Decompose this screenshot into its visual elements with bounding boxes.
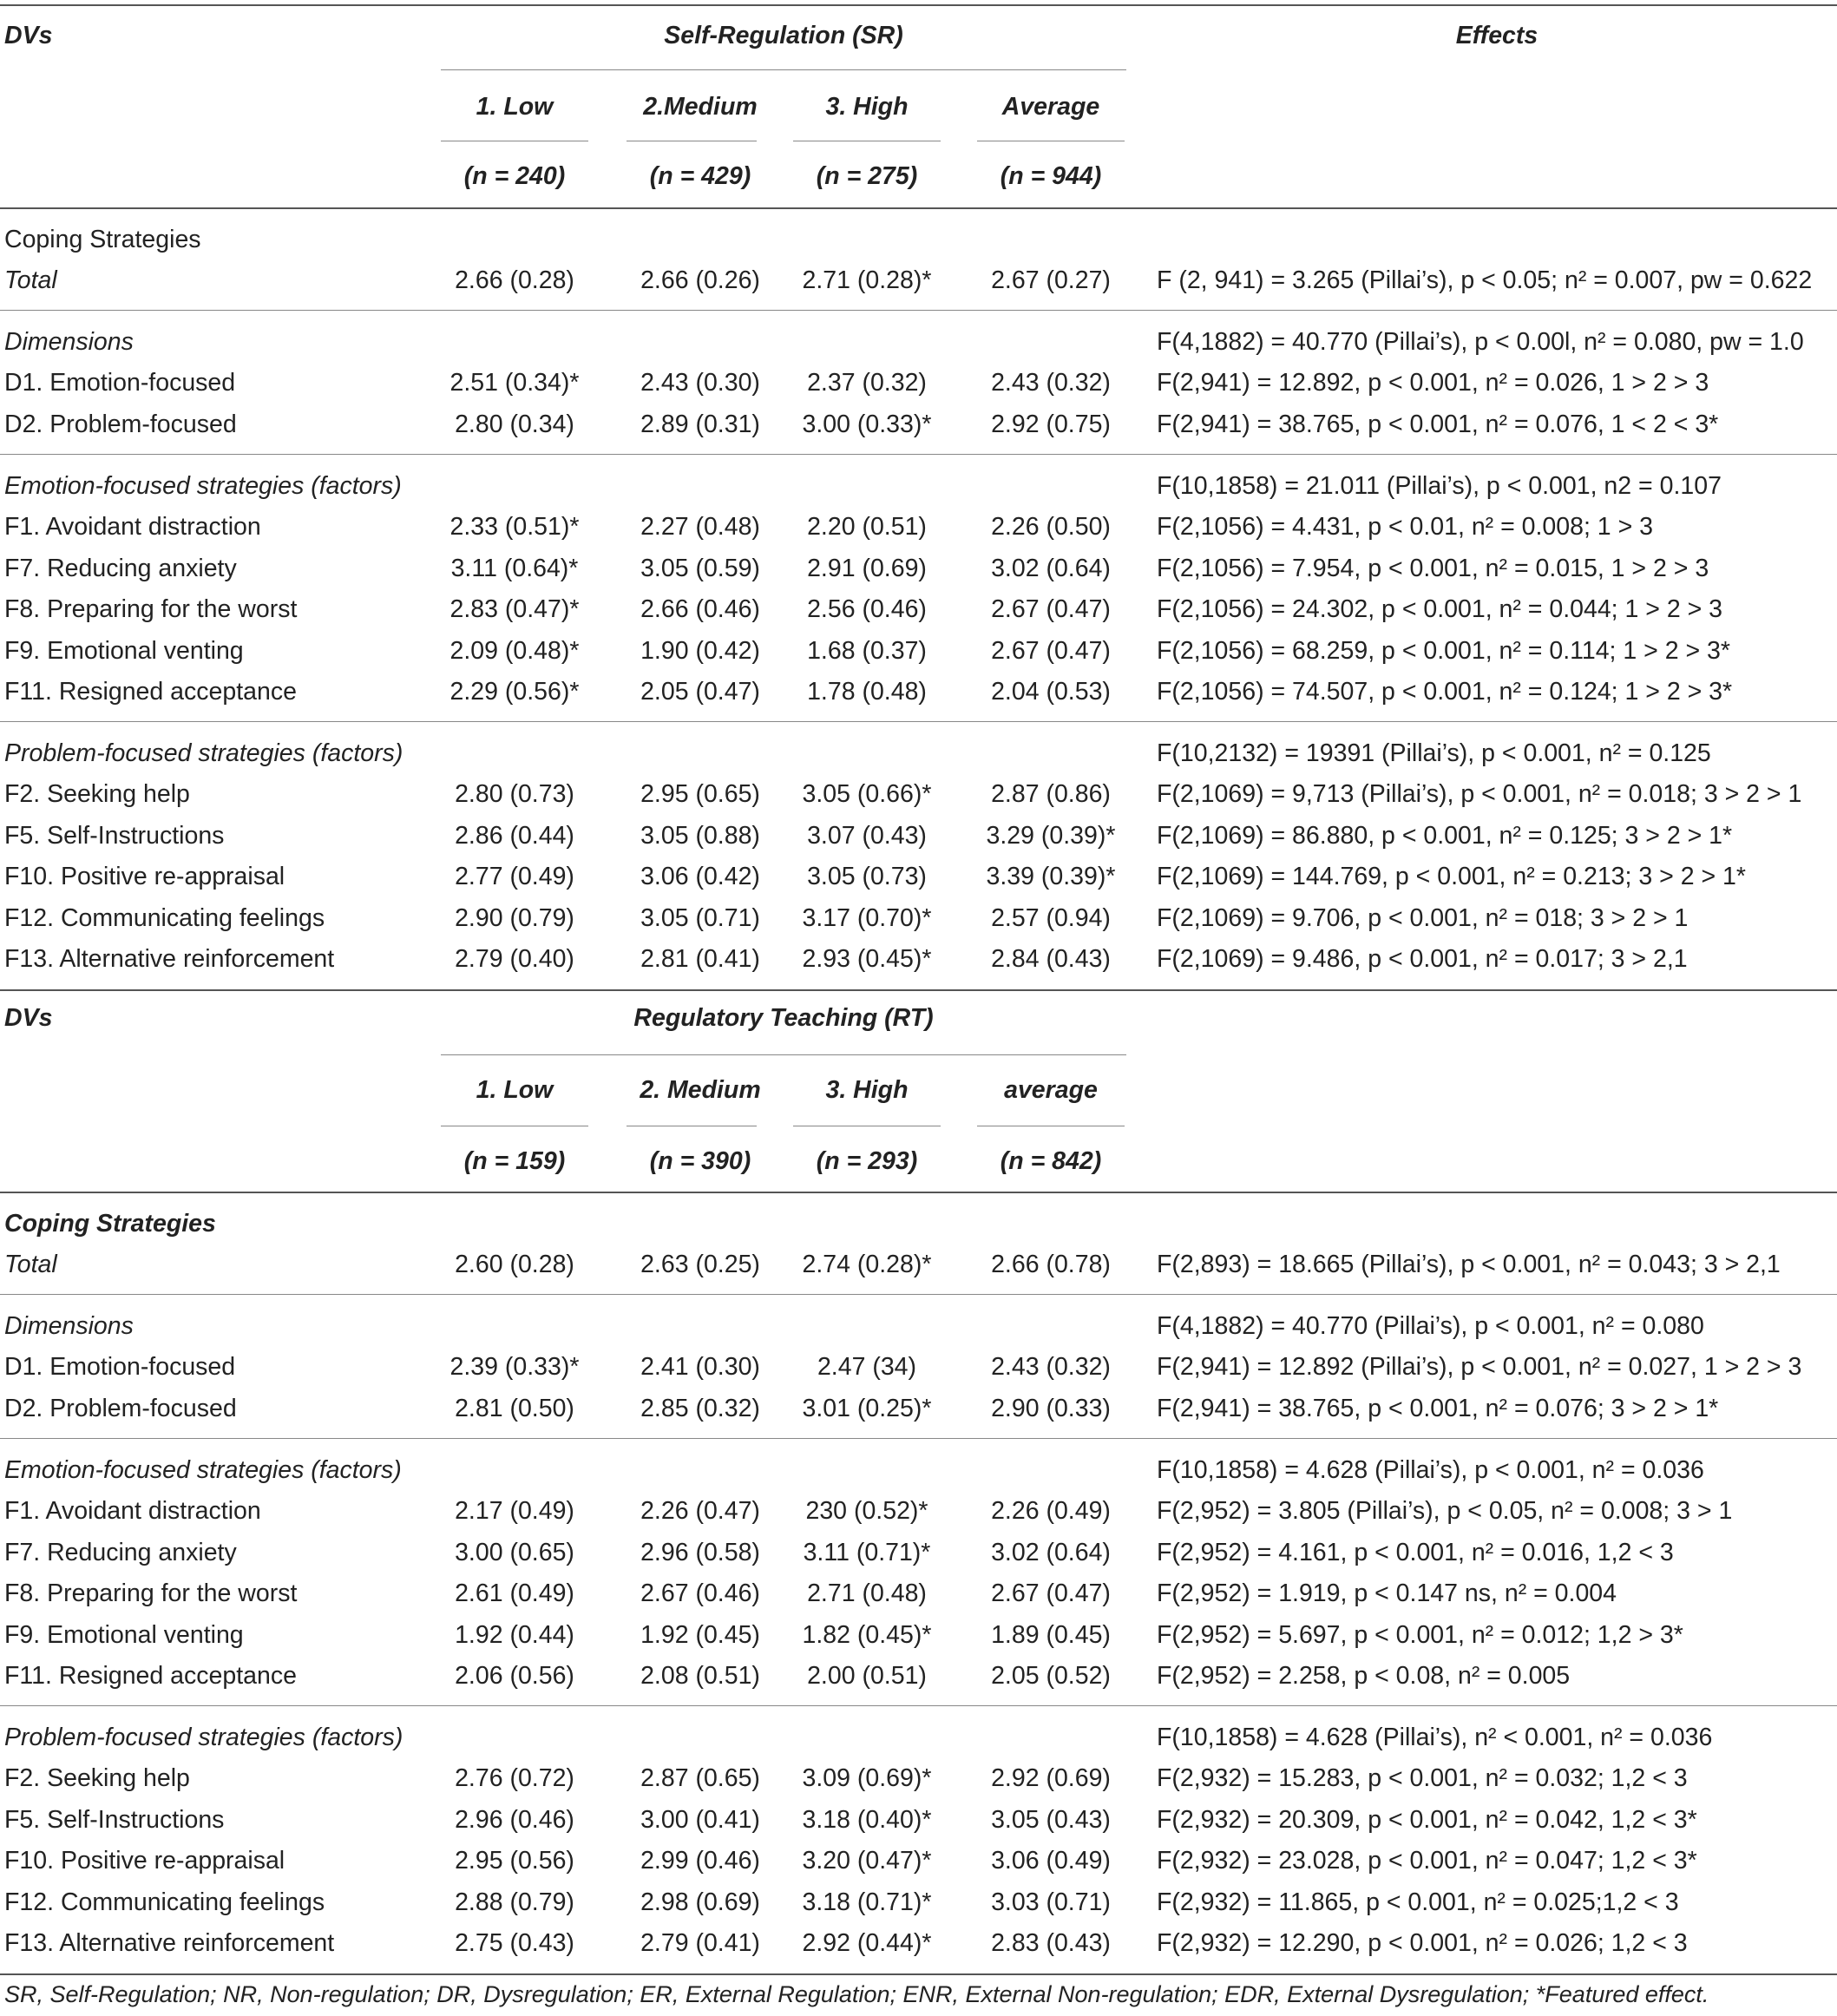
cell-value: 2.60 (0.28)	[455, 1251, 574, 1278]
col-average-header: average	[1004, 1076, 1098, 1104]
cell-value: 3.17 (0.70)*	[802, 904, 932, 932]
effect-cell: F(10,2132) = 19391 (Pillai’s), p < 0.001, n² = 0.125	[1157, 739, 1711, 767]
row-label: Coping Strategies	[4, 1210, 216, 1238]
cell-value: 2.29 (0.56)*	[449, 678, 580, 706]
cell-value: 2.67 (0.47)	[991, 637, 1111, 665]
effect-cell: F(2,932) = 15.283, p < 0.001, n² = 0.032; 1,2 < 3	[1157, 1764, 1688, 1792]
table-row	[0, 1923, 1837, 1964]
row-label: F8. Preparing for the worst	[4, 1579, 298, 1607]
cell-value: 2.86 (0.44)	[455, 822, 574, 850]
effect-cell: F(2,941) = 12.892, p < 0.001, n² = 0.026, 1 > 2 > 3	[1157, 369, 1709, 397]
table-row	[0, 631, 1837, 672]
cell-value: 2.85 (0.32)	[640, 1395, 760, 1422]
cell-value: 2.87 (0.65)	[640, 1764, 760, 1792]
row-label: F12. Communicating feelings	[4, 1888, 325, 1916]
col-medium-header: 2.Medium	[643, 93, 758, 121]
table-row	[0, 939, 1837, 980]
cell-value: 2.80 (0.34)	[455, 410, 574, 438]
cell-value: 2.67 (0.47)	[991, 1579, 1111, 1607]
table-row	[0, 898, 1837, 939]
cell-value: 3.29 (0.39)*	[986, 822, 1116, 850]
cell-value: 3.11 (0.64)*	[450, 555, 579, 582]
cell-value: 2.90 (0.33)	[991, 1395, 1111, 1422]
col-low-n: (n = 159)	[463, 1147, 566, 1175]
col-medium-n: (n = 390)	[649, 1147, 751, 1175]
top-rule	[0, 4, 1837, 6]
cell-value: 2.67 (0.47)	[991, 595, 1111, 623]
cell-value: 2.05 (0.47)	[640, 678, 760, 706]
group-rule	[0, 1294, 1837, 1295]
cell-value: 3.18 (0.71)*	[802, 1888, 932, 1916]
cell-value: 2.37 (0.32)	[807, 369, 927, 397]
cell-value: 3.02 (0.64)	[991, 1539, 1111, 1566]
group-rule	[0, 454, 1837, 455]
effect-cell: F(2,1056) = 68.259, p < 0.001, n² = 0.114; 1 > 2 > 3*	[1157, 637, 1730, 665]
effects-header: Effects	[1455, 22, 1538, 49]
cell-value: 1.82 (0.45)*	[802, 1621, 932, 1649]
cell-value: 3.05 (0.73)	[807, 863, 927, 890]
cell-value: 3.05 (0.66)*	[802, 780, 932, 808]
group-rule	[0, 721, 1837, 722]
cell-value: 2.95 (0.65)	[640, 780, 760, 808]
cell-value: 2.77 (0.49)	[455, 863, 574, 890]
effect-cell: F(2,932) = 12.290, p < 0.001, n² = 0.026; 1,2 < 3	[1157, 1929, 1688, 1957]
effect-cell: F(10,1858) = 4.628 (Pillai’s), n² < 0.001, n² = 0.036	[1157, 1724, 1713, 1751]
cell-value: 2.43 (0.32)	[991, 1353, 1111, 1381]
table-row	[0, 672, 1837, 712]
cell-value: 2.05 (0.52)	[991, 1662, 1111, 1690]
table-row	[0, 1306, 1837, 1347]
col-high-header: 3. High	[825, 93, 909, 121]
effect-cell: F(4,1882) = 40.770 (Pillai’s), p < 0.00l, n² = 0.080, pw = 1.0	[1157, 328, 1804, 356]
row-label: D1. Emotion-focused	[4, 369, 236, 397]
section1-group-title: Self-Regulation (SR)	[664, 22, 903, 49]
table-row	[0, 404, 1837, 445]
cell-value: 2.75 (0.43)	[455, 1929, 574, 1957]
effect-cell: F(2,941) = 12.892 (Pillai’s), p < 0.001, n² = 0.027, 1 > 2 > 3	[1157, 1353, 1802, 1381]
effect-cell: F(2,941) = 38.765, p < 0.001, n² = 0.076; 3 > 2 > 1*	[1157, 1395, 1719, 1422]
cell-value: 2.17 (0.49)	[455, 1497, 574, 1525]
cell-value: 3.05 (0.43)	[991, 1806, 1111, 1834]
effect-cell: F(2,941) = 38.765, p < 0.001, n² = 0.076, 1 < 2 < 3*	[1157, 410, 1719, 438]
table-row	[0, 857, 1837, 897]
cell-value: 2.33 (0.51)*	[449, 513, 580, 541]
cell-value: 2.95 (0.56)	[455, 1847, 574, 1875]
table-row	[0, 1389, 1837, 1429]
cell-value: 2.81 (0.50)	[455, 1395, 574, 1422]
row-label: F10. Positive re-appraisal	[4, 1847, 285, 1875]
group-rule	[0, 1705, 1837, 1706]
cell-value: 2.66 (0.78)	[991, 1251, 1111, 1278]
cell-value: 2.26 (0.47)	[640, 1497, 760, 1525]
table-row	[0, 1347, 1837, 1388]
table-row	[0, 1615, 1837, 1656]
row-label: F12. Communicating feelings	[4, 904, 325, 932]
col-average-n: (n = 944)	[1000, 162, 1102, 190]
cell-value: 2.92 (0.75)	[991, 410, 1111, 438]
cell-value: 2.63 (0.25)	[640, 1251, 760, 1278]
cell-value: 2.92 (0.44)*	[802, 1929, 932, 1957]
effect-cell: F(10,1858) = 4.628 (Pillai’s), p < 0.001, n² = 0.036	[1157, 1456, 1704, 1484]
cell-value: 2.67 (0.27)	[991, 266, 1111, 294]
cell-value: 2.00 (0.51)	[807, 1662, 927, 1690]
effect-cell: F(2,1069) = 9.486, p < 0.001, n² = 0.017; 3 > 2,1	[1157, 945, 1688, 973]
table-row	[0, 1841, 1837, 1881]
table-row	[0, 1717, 1837, 1758]
row-label: D2. Problem-focused	[4, 1395, 237, 1422]
row-label: F7. Reducing anxiety	[4, 555, 237, 582]
table-row	[0, 589, 1837, 630]
row-label: Emotion-focused strategies (factors)	[4, 1456, 402, 1484]
cell-value: 230 (0.52)*	[805, 1497, 928, 1525]
table-row	[0, 774, 1837, 815]
section-divider	[0, 989, 1837, 991]
cell-value: 2.66 (0.46)	[640, 595, 760, 623]
table-row	[0, 1573, 1837, 1614]
effect-cell: F (2, 941) = 3.265 (Pillai’s), p < 0.05; n² = 0.007, pw = 0.622	[1157, 266, 1813, 294]
cell-value: 2.74 (0.28)*	[802, 1251, 932, 1278]
row-label: F1. Avoidant distraction	[4, 1497, 261, 1525]
effect-cell: F(2,952) = 5.697, p < 0.001, n² = 0.012; 1,2 > 3*	[1157, 1621, 1683, 1649]
col-high-n: (n = 293)	[816, 1147, 918, 1175]
group-rule	[0, 1438, 1837, 1439]
table-row	[0, 1656, 1837, 1697]
cell-value: 3.18 (0.40)*	[802, 1806, 932, 1834]
cell-value: 1.89 (0.45)	[991, 1621, 1111, 1649]
cell-value: 2.99 (0.46)	[640, 1847, 760, 1875]
section1-dv-label: DVs	[4, 22, 53, 49]
cell-value: 3.01 (0.25)*	[802, 1395, 932, 1422]
row-label: Dimensions	[4, 1312, 134, 1340]
col-average-header: Average	[1001, 93, 1100, 121]
cell-value: 2.26 (0.50)	[991, 513, 1111, 541]
cell-value: 2.89 (0.31)	[640, 410, 760, 438]
cell-value: 2.09 (0.48)*	[449, 637, 580, 665]
row-label: Problem-focused strategies (factors)	[4, 739, 403, 767]
cell-value: 2.04 (0.53)	[991, 678, 1111, 706]
effect-cell: F(2,932) = 23.028, p < 0.001, n² = 0.047; 1,2 < 3*	[1157, 1847, 1697, 1875]
cell-value: 3.05 (0.59)	[640, 555, 760, 582]
row-label: Problem-focused strategies (factors)	[4, 1724, 403, 1751]
section2-group-title: Regulatory Teaching (RT)	[633, 1004, 934, 1032]
row-label: D2. Problem-focused	[4, 410, 237, 438]
cell-value: 2.71 (0.28)*	[802, 266, 932, 294]
row-label: F9. Emotional venting	[4, 637, 244, 665]
cell-value: 2.76 (0.72)	[455, 1764, 574, 1792]
bottom-rule	[0, 1973, 1837, 1975]
cell-value: 3.03 (0.71)	[991, 1888, 1111, 1916]
cell-value: 2.61 (0.49)	[455, 1579, 574, 1607]
col-medium-header: 2. Medium	[640, 1076, 761, 1104]
cell-value: 2.57 (0.94)	[991, 904, 1111, 932]
cell-value: 1.92 (0.44)	[455, 1621, 574, 1649]
row-label: Emotion-focused strategies (factors)	[4, 472, 402, 500]
cell-value: 2.98 (0.69)	[640, 1888, 760, 1916]
row-label: F9. Emotional venting	[4, 1621, 244, 1649]
cell-value: 2.66 (0.28)	[455, 266, 574, 294]
cell-value: 1.68 (0.37)	[807, 637, 927, 665]
table-row	[0, 1533, 1837, 1573]
row-label: F13. Alternative reinforcement	[4, 1929, 335, 1957]
cell-value: 2.43 (0.30)	[640, 369, 760, 397]
cell-value: 3.00 (0.33)*	[802, 410, 932, 438]
row-label: Coping Strategies	[4, 226, 201, 253]
table-row	[0, 322, 1837, 363]
effect-cell: F(2,1069) = 86.880, p < 0.001, n² = 0.125; 3 > 2 > 1*	[1157, 822, 1733, 850]
cell-value: 3.20 (0.47)*	[802, 1847, 932, 1875]
cell-value: 3.06 (0.49)	[991, 1847, 1111, 1875]
cell-value: 2.91 (0.69)	[807, 555, 927, 582]
effect-cell: F(2,932) = 11.865, p < 0.001, n² = 0.025;1,2 < 3	[1157, 1888, 1679, 1916]
effect-cell: F(2,1056) = 4.431, p < 0.01, n² = 0.008; 1 > 3	[1157, 513, 1653, 541]
cell-value: 3.11 (0.71)*	[803, 1539, 931, 1566]
cell-value: 3.00 (0.65)	[455, 1539, 574, 1566]
col-average-n: (n = 842)	[1000, 1147, 1102, 1175]
row-label: Total	[4, 1251, 57, 1278]
cell-value: 2.81 (0.41)	[640, 945, 760, 973]
cell-value: 2.51 (0.34)*	[449, 369, 580, 397]
row-label: Dimensions	[4, 328, 134, 356]
cell-value: 3.05 (0.88)	[640, 822, 760, 850]
cell-value: 2.79 (0.40)	[455, 945, 574, 973]
cell-value: 2.66 (0.26)	[640, 266, 760, 294]
effect-cell: F(2,1056) = 74.507, p < 0.001, n² = 0.124; 1 > 2 > 3*	[1157, 678, 1733, 706]
table-row	[0, 1204, 1837, 1244]
effect-cell: F(2,1069) = 9,713 (Pillai’s), p < 0.001, n² = 0.018; 3 > 2 > 1	[1157, 780, 1802, 808]
row-label: Total	[4, 266, 57, 294]
col-low-header: 1. Low	[476, 1076, 554, 1104]
effect-cell: F(2,952) = 2.258, p < 0.08, n² = 0.005	[1157, 1662, 1571, 1690]
row-label: F10. Positive re-appraisal	[4, 863, 285, 890]
group-rule	[0, 310, 1837, 311]
cell-value: 3.02 (0.64)	[991, 555, 1111, 582]
effect-cell: F(2,952) = 1.919, p < 0.147 ns, n² = 0.004	[1157, 1579, 1617, 1607]
cell-value: 3.09 (0.69)*	[802, 1764, 932, 1792]
col-medium-n: (n = 429)	[649, 162, 751, 190]
effect-cell: F(2,932) = 20.309, p < 0.001, n² = 0.042, 1,2 < 3*	[1157, 1806, 1697, 1834]
cell-value: 2.47 (34)	[817, 1353, 917, 1381]
cell-value: 3.39 (0.39)*	[986, 863, 1116, 890]
table-row	[0, 1491, 1837, 1532]
effect-cell: F(2,952) = 3.805 (Pillai’s), p < 0.05, n² = 0.008; 3 > 1	[1157, 1497, 1733, 1525]
cell-value: 1.92 (0.45)	[640, 1621, 760, 1649]
effect-cell: F(2,1069) = 144.769, p < 0.001, n² = 0.213; 3 > 2 > 1*	[1157, 863, 1746, 890]
cell-value: 2.83 (0.47)*	[449, 595, 580, 623]
cell-value: 2.96 (0.58)	[640, 1539, 760, 1566]
row-label: F7. Reducing anxiety	[4, 1539, 237, 1566]
row-label: F5. Self-Instructions	[4, 1806, 225, 1834]
effect-cell: F(2,1056) = 7.954, p < 0.001, n² = 0.015, 1 > 2 > 3	[1157, 555, 1709, 582]
cell-value: 2.67 (0.46)	[640, 1579, 760, 1607]
effect-cell: F(2,893) = 18.665 (Pillai’s), p < 0.001, n² = 0.043; 3 > 2,1	[1157, 1251, 1781, 1278]
table-row	[0, 816, 1837, 857]
cell-value: 2.93 (0.45)*	[802, 945, 932, 973]
cell-value: 2.06 (0.56)	[455, 1662, 574, 1690]
col-high-header: 3. High	[825, 1076, 909, 1104]
cell-value: 2.71 (0.48)	[807, 1579, 927, 1607]
cell-value: 2.56 (0.46)	[807, 595, 927, 623]
effect-cell: F(4,1882) = 40.770 (Pillai’s), p < 0.001, n² = 0.080	[1157, 1312, 1704, 1340]
table-row	[0, 260, 1837, 301]
cell-value: 3.05 (0.71)	[640, 904, 760, 932]
cell-value: 2.80 (0.73)	[455, 780, 574, 808]
table-row	[0, 363, 1837, 404]
table-row	[0, 548, 1837, 589]
table-row	[0, 1758, 1837, 1799]
cell-value: 2.90 (0.79)	[455, 904, 574, 932]
cell-value: 2.96 (0.46)	[455, 1806, 574, 1834]
cell-value: 2.92 (0.69)	[991, 1764, 1111, 1792]
row-label: F8. Preparing for the worst	[4, 595, 298, 623]
row-label: F2. Seeking help	[4, 1764, 190, 1792]
header-rule	[0, 207, 1837, 209]
col-low-header: 1. Low	[476, 93, 554, 121]
group-underline	[441, 1054, 1126, 1055]
cell-value: 3.06 (0.42)	[640, 863, 760, 890]
row-label: F2. Seeking help	[4, 780, 190, 808]
row-label: F11. Resigned acceptance	[4, 1662, 297, 1690]
cell-value: 2.84 (0.43)	[991, 945, 1111, 973]
table-row	[0, 733, 1837, 774]
row-label: F13. Alternative reinforcement	[4, 945, 335, 973]
effect-cell: F(2,1056) = 24.302, p < 0.001, n² = 0.044; 1 > 2 > 3	[1157, 595, 1723, 623]
col-low-n: (n = 240)	[463, 162, 566, 190]
table-row	[0, 507, 1837, 548]
row-label: F11. Resigned acceptance	[4, 678, 297, 706]
cell-value: 3.07 (0.43)	[807, 822, 927, 850]
cell-value: 2.88 (0.79)	[455, 1888, 574, 1916]
cell-value: 1.90 (0.42)	[640, 637, 760, 665]
cell-value: 1.78 (0.48)	[807, 678, 927, 706]
cell-value: 2.39 (0.33)*	[449, 1353, 580, 1381]
row-label: F5. Self-Instructions	[4, 822, 225, 850]
cell-value: 2.08 (0.51)	[640, 1662, 760, 1690]
table-footnote: SR, Self-Regulation; NR, Non-regulation; DR, Dysregulation; ER, External Regulation; ENR, External Non-regulation; EDR, External Dysregulation; *Featured effect.	[4, 1981, 1709, 2007]
cell-value: 2.41 (0.30)	[640, 1353, 760, 1381]
row-label: D1. Emotion-focused	[4, 1353, 236, 1381]
cell-value: 2.27 (0.48)	[640, 513, 760, 541]
cell-value: 2.79 (0.41)	[640, 1929, 760, 1957]
effect-cell: F(10,1858) = 21.011 (Pillai’s), p < 0.001, n2 = 0.107	[1157, 472, 1722, 500]
row-label: F1. Avoidant distraction	[4, 513, 261, 541]
header-rule	[0, 1192, 1837, 1193]
col-high-n: (n = 275)	[816, 162, 918, 190]
table-row	[0, 1800, 1837, 1841]
table-row	[0, 1244, 1837, 1285]
table-row	[0, 1450, 1837, 1491]
effect-cell: F(2,1069) = 9.706, p < 0.001, n² = 018; 3 > 2 > 1	[1157, 904, 1689, 932]
table-row	[0, 466, 1837, 507]
table-row	[0, 1882, 1837, 1923]
effect-cell: F(2,952) = 4.161, p < 0.001, n² = 0.016, 1,2 < 3	[1157, 1539, 1674, 1566]
group-underline	[441, 69, 1126, 70]
table-row	[0, 220, 1837, 260]
cell-value: 2.43 (0.32)	[991, 369, 1111, 397]
cell-value: 3.00 (0.41)	[640, 1806, 760, 1834]
cell-value: 2.20 (0.51)	[807, 513, 927, 541]
cell-value: 2.26 (0.49)	[991, 1497, 1111, 1525]
cell-value: 2.83 (0.43)	[991, 1929, 1111, 1957]
cell-value: 2.87 (0.86)	[991, 780, 1111, 808]
section2-dv-label: DVs	[4, 1004, 53, 1032]
